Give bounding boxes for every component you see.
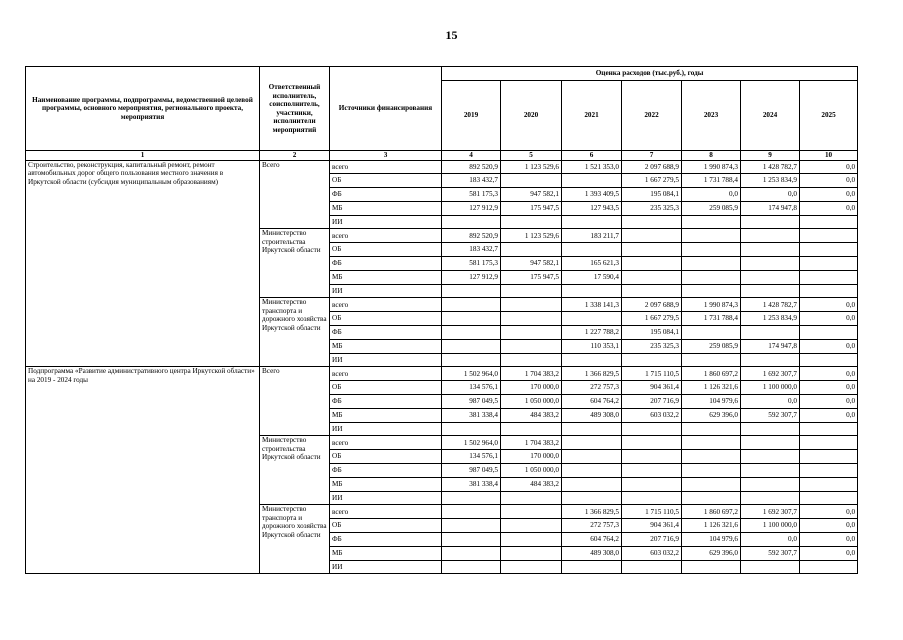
amount-cell: 0,0 — [800, 395, 858, 409]
funding-source-cell: всего — [330, 298, 442, 312]
header-estimate: Оценка расходов (тыс.руб.), годы — [442, 67, 858, 81]
funding-source-cell: ФБ — [330, 533, 442, 547]
responsible-cell: Министерство строительства Иркутской области — [260, 436, 330, 505]
column-index: 10 — [800, 151, 858, 161]
funding-source-cell: ФБ — [330, 188, 442, 202]
amount-cell — [682, 215, 741, 229]
amount-cell: 0,0 — [741, 395, 800, 409]
amount-cell: 195 084,1 — [622, 326, 682, 340]
amount-cell — [800, 436, 858, 450]
amount-cell: 0,0 — [800, 339, 858, 353]
amount-cell: 174 947,8 — [741, 201, 800, 215]
funding-source-cell: ИИ — [330, 422, 442, 436]
column-index: 1 — [26, 151, 260, 161]
header-year: 2025 — [800, 81, 858, 151]
amount-cell — [501, 326, 562, 340]
amount-cell: 1 366 829,5 — [562, 367, 622, 381]
amount-cell: 987 049,5 — [442, 464, 501, 478]
column-index: 7 — [622, 151, 682, 161]
amount-cell — [562, 436, 622, 450]
amount-cell — [741, 477, 800, 491]
amount-cell: 904 361,4 — [622, 381, 682, 395]
amount-cell — [442, 422, 501, 436]
table-row — [26, 160, 858, 174]
amount-cell: 207 716,9 — [622, 533, 682, 547]
amount-cell — [562, 243, 622, 257]
amount-cell — [682, 229, 741, 243]
amount-cell: 892 520,9 — [442, 160, 501, 174]
amount-cell: 592 307,7 — [741, 408, 800, 422]
amount-cell: 629 396,0 — [682, 408, 741, 422]
amount-cell: 592 307,7 — [741, 546, 800, 560]
amount-cell — [442, 491, 501, 505]
amount-cell — [501, 519, 562, 533]
amount-cell: 0,0 — [800, 201, 858, 215]
amount-cell — [741, 422, 800, 436]
amount-cell: 0,0 — [741, 188, 800, 202]
responsible-cell: Всего — [260, 160, 330, 229]
amount-cell — [741, 243, 800, 257]
amount-cell: 1 502 964,0 — [442, 436, 501, 450]
amount-cell — [501, 174, 562, 188]
amount-cell: 1 715 110,5 — [622, 367, 682, 381]
amount-cell — [682, 491, 741, 505]
amount-cell: 0,0 — [800, 174, 858, 188]
amount-cell — [682, 422, 741, 436]
amount-cell: 603 032,2 — [622, 546, 682, 560]
amount-cell — [800, 270, 858, 284]
amount-cell — [562, 312, 622, 326]
amount-cell: 259 085,9 — [682, 201, 741, 215]
funding-source-cell: ФБ — [330, 464, 442, 478]
amount-cell: 1 428 782,7 — [741, 160, 800, 174]
amount-cell: 134 576,1 — [442, 381, 501, 395]
amount-cell — [501, 505, 562, 519]
amount-cell: 272 757,3 — [562, 519, 622, 533]
funding-source-cell: ИИ — [330, 353, 442, 367]
amount-cell: 1 990 874,3 — [682, 160, 741, 174]
amount-cell: 0,0 — [800, 188, 858, 202]
amount-cell: 581 175,3 — [442, 257, 501, 271]
funding-source-cell: МБ — [330, 408, 442, 422]
amount-cell: 1 521 353,0 — [562, 160, 622, 174]
responsible-cell: Министерство транспорта и дорожного хозяйства Иркутской области — [260, 505, 330, 574]
amount-cell — [682, 326, 741, 340]
amount-cell — [501, 422, 562, 436]
amount-cell: 1 126 321,6 — [682, 381, 741, 395]
amount-cell — [442, 353, 501, 367]
amount-cell — [741, 284, 800, 298]
amount-cell — [800, 422, 858, 436]
amount-cell — [800, 560, 858, 574]
amount-cell — [562, 491, 622, 505]
amount-cell: 1 253 834,9 — [741, 312, 800, 326]
amount-cell: 1 692 307,7 — [741, 367, 800, 381]
amount-cell — [800, 229, 858, 243]
amount-cell: 134 576,1 — [442, 450, 501, 464]
amount-cell — [562, 284, 622, 298]
expenditure-table — [25, 66, 858, 574]
amount-cell — [442, 284, 501, 298]
amount-cell: 1 704 383,2 — [501, 367, 562, 381]
amount-cell: 987 049,5 — [442, 395, 501, 409]
header-year: 2022 — [622, 81, 682, 151]
amount-cell — [622, 422, 682, 436]
amount-cell — [682, 464, 741, 478]
column-index: 9 — [741, 151, 800, 161]
amount-cell — [442, 505, 501, 519]
column-index: 2 — [260, 151, 330, 161]
amount-cell: 1 100 000,0 — [741, 381, 800, 395]
amount-cell: 0,0 — [800, 367, 858, 381]
amount-cell — [741, 229, 800, 243]
funding-source-cell: ИИ — [330, 284, 442, 298]
header-year: 2024 — [741, 81, 800, 151]
amount-cell — [682, 257, 741, 271]
amount-cell — [682, 353, 741, 367]
funding-source-cell: ФБ — [330, 257, 442, 271]
amount-cell: 947 582,1 — [501, 257, 562, 271]
amount-cell: 2 097 688,9 — [622, 160, 682, 174]
table-header — [26, 67, 858, 161]
amount-cell: 195 084,1 — [622, 188, 682, 202]
amount-cell — [442, 215, 501, 229]
funding-source-cell: МБ — [330, 270, 442, 284]
amount-cell — [501, 243, 562, 257]
amount-cell — [741, 491, 800, 505]
amount-cell — [622, 215, 682, 229]
amount-cell: 0,0 — [800, 533, 858, 547]
amount-cell — [800, 464, 858, 478]
header-responsible: Ответственный исполнитель, соисполнитель, участники, исполнители мероприятий — [260, 67, 330, 151]
funding-source-cell: ОБ — [330, 450, 442, 464]
amount-cell — [501, 298, 562, 312]
amount-cell — [682, 560, 741, 574]
amount-cell — [442, 533, 501, 547]
amount-cell: 947 582,1 — [501, 188, 562, 202]
amount-cell: 604 764,2 — [562, 395, 622, 409]
amount-cell: 110 353,1 — [562, 339, 622, 353]
header-year: 2023 — [682, 81, 741, 151]
amount-cell: 1 731 788,4 — [682, 174, 741, 188]
funding-source-cell: ОБ — [330, 243, 442, 257]
funding-source-cell: ОБ — [330, 519, 442, 533]
amount-cell: 183 211,7 — [562, 229, 622, 243]
amount-cell: 1 126 321,6 — [682, 519, 741, 533]
funding-source-cell: всего — [330, 160, 442, 174]
amount-cell: 1 338 141,3 — [562, 298, 622, 312]
amount-cell — [442, 339, 501, 353]
funding-source-cell: ИИ — [330, 215, 442, 229]
amount-cell: 0,0 — [800, 298, 858, 312]
amount-cell: 0,0 — [800, 408, 858, 422]
amount-cell — [741, 215, 800, 229]
amount-cell: 170 000,0 — [501, 450, 562, 464]
amount-cell — [501, 560, 562, 574]
amount-cell: 1 667 279,5 — [622, 174, 682, 188]
amount-cell: 629 396,0 — [682, 546, 741, 560]
amount-cell — [741, 257, 800, 271]
amount-cell — [562, 174, 622, 188]
amount-cell: 170 000,0 — [501, 381, 562, 395]
amount-cell: 0,0 — [741, 533, 800, 547]
amount-cell: 17 590,4 — [562, 270, 622, 284]
amount-cell — [741, 353, 800, 367]
amount-cell: 0,0 — [800, 546, 858, 560]
amount-cell — [682, 477, 741, 491]
amount-cell: 1 502 964,0 — [442, 367, 501, 381]
amount-cell: 1 428 782,7 — [741, 298, 800, 312]
funding-source-cell: всего — [330, 436, 442, 450]
amount-cell: 165 621,3 — [562, 257, 622, 271]
amount-cell: 1 050 000,0 — [501, 395, 562, 409]
amount-cell — [682, 243, 741, 257]
amount-cell: 207 716,9 — [622, 395, 682, 409]
amount-cell — [622, 243, 682, 257]
column-index: 4 — [442, 151, 501, 161]
amount-cell — [442, 560, 501, 574]
amount-cell — [622, 450, 682, 464]
header-name: Наименование программы, подпрограммы, ведомственной целевой программы, основного мероприятия, регионального проекта, мероприятия — [26, 67, 260, 151]
amount-cell — [501, 353, 562, 367]
amount-cell: 1 123 529,6 — [501, 229, 562, 243]
amount-cell: 0,0 — [800, 519, 858, 533]
amount-cell: 1 393 409,5 — [562, 188, 622, 202]
amount-cell — [501, 546, 562, 560]
funding-source-cell: ИИ — [330, 491, 442, 505]
amount-cell — [682, 450, 741, 464]
funding-source-cell: ОБ — [330, 381, 442, 395]
amount-cell — [682, 436, 741, 450]
amount-cell: 0,0 — [800, 381, 858, 395]
amount-cell: 1 860 697,2 — [682, 505, 741, 519]
amount-cell: 381 338,4 — [442, 408, 501, 422]
amount-cell: 272 757,3 — [562, 381, 622, 395]
funding-source-cell: ФБ — [330, 395, 442, 409]
amount-cell: 175 947,5 — [501, 270, 562, 284]
amount-cell: 1 100 000,0 — [741, 519, 800, 533]
amount-cell — [741, 436, 800, 450]
amount-cell: 127 912,9 — [442, 270, 501, 284]
amount-cell — [562, 464, 622, 478]
amount-cell — [622, 491, 682, 505]
amount-cell — [622, 436, 682, 450]
amount-cell: 104 979,6 — [682, 395, 741, 409]
column-index: 5 — [501, 151, 562, 161]
amount-cell — [682, 284, 741, 298]
amount-cell: 489 308,0 — [562, 408, 622, 422]
amount-cell: 484 383,2 — [501, 408, 562, 422]
amount-cell — [682, 270, 741, 284]
amount-cell: 127 912,9 — [442, 201, 501, 215]
amount-cell — [622, 353, 682, 367]
amount-cell — [501, 339, 562, 353]
amount-cell — [622, 257, 682, 271]
amount-cell: 175 947,5 — [501, 201, 562, 215]
funding-source-cell: МБ — [330, 339, 442, 353]
amount-cell — [562, 353, 622, 367]
funding-source-cell: ОБ — [330, 174, 442, 188]
amount-cell — [741, 450, 800, 464]
amount-cell — [800, 326, 858, 340]
amount-cell: 892 520,9 — [442, 229, 501, 243]
amount-cell: 259 085,9 — [682, 339, 741, 353]
amount-cell: 603 032,2 — [622, 408, 682, 422]
amount-cell: 0,0 — [682, 188, 741, 202]
amount-cell — [800, 257, 858, 271]
funding-source-cell: ИИ — [330, 560, 442, 574]
amount-cell — [622, 229, 682, 243]
responsible-cell: Министерство транспорта и дорожного хозяйства Иркутской области — [260, 298, 330, 367]
amount-cell — [622, 284, 682, 298]
amount-cell: 1 366 829,5 — [562, 505, 622, 519]
table-body — [26, 160, 858, 574]
amount-cell: 235 325,3 — [622, 201, 682, 215]
responsible-cell: Всего — [260, 367, 330, 436]
header-year: 2019 — [442, 81, 501, 151]
amount-cell: 183 432,7 — [442, 174, 501, 188]
amount-cell: 604 764,2 — [562, 533, 622, 547]
amount-cell — [622, 477, 682, 491]
amount-cell — [501, 284, 562, 298]
responsible-cell: Министерство строительства Иркутской области — [260, 229, 330, 298]
column-index: 3 — [330, 151, 442, 161]
amount-cell — [800, 450, 858, 464]
funding-source-cell: всего — [330, 367, 442, 381]
amount-cell: 104 979,6 — [682, 533, 741, 547]
amount-cell — [800, 353, 858, 367]
amount-cell — [741, 464, 800, 478]
amount-cell — [622, 560, 682, 574]
amount-cell — [800, 491, 858, 505]
measure-name-cell: Строительство, реконструкция, капитальный ремонт, ремонт автомобильных дорог общего пользования местного значения в Иркутской области (субсидия муниципальным образованиям) — [26, 160, 260, 367]
amount-cell: 381 338,4 — [442, 477, 501, 491]
amount-cell: 484 383,2 — [501, 477, 562, 491]
amount-cell — [800, 243, 858, 257]
amount-cell: 1 123 529,6 — [501, 160, 562, 174]
header-year: 2021 — [562, 81, 622, 151]
funding-source-cell: МБ — [330, 546, 442, 560]
amount-cell — [501, 491, 562, 505]
amount-cell — [800, 215, 858, 229]
amount-cell: 1 860 697,2 — [682, 367, 741, 381]
table-row — [26, 367, 858, 381]
amount-cell — [442, 546, 501, 560]
amount-cell — [442, 312, 501, 326]
page-number: 15 — [445, 28, 458, 42]
amount-cell — [741, 270, 800, 284]
funding-source-cell: МБ — [330, 201, 442, 215]
amount-cell: 1 692 307,7 — [741, 505, 800, 519]
funding-source-cell: всего — [330, 229, 442, 243]
header-sources: Источники финансирования — [330, 67, 442, 151]
amount-cell — [622, 464, 682, 478]
amount-cell — [562, 477, 622, 491]
funding-source-cell: ОБ — [330, 312, 442, 326]
funding-source-cell: всего — [330, 505, 442, 519]
amount-cell: 174 947,8 — [741, 339, 800, 353]
amount-cell — [442, 298, 501, 312]
amount-cell: 235 325,3 — [622, 339, 682, 353]
header-year: 2020 — [501, 81, 562, 151]
amount-cell — [442, 326, 501, 340]
funding-source-cell: МБ — [330, 477, 442, 491]
amount-cell — [622, 270, 682, 284]
amount-cell: 1 050 000,0 — [501, 464, 562, 478]
amount-cell: 2 097 688,9 — [622, 298, 682, 312]
amount-cell — [501, 312, 562, 326]
amount-cell: 581 175,3 — [442, 188, 501, 202]
amount-cell: 1 667 279,5 — [622, 312, 682, 326]
measure-name-cell: Подпрограмма «Развитие административного центра Иркутской области» на 2019 - 2024 годы — [26, 367, 260, 574]
funding-source-cell: ФБ — [330, 326, 442, 340]
amount-cell — [442, 519, 501, 533]
amount-cell — [501, 215, 562, 229]
amount-cell: 489 308,0 — [562, 546, 622, 560]
amount-cell — [501, 533, 562, 547]
amount-cell: 183 432,7 — [442, 243, 501, 257]
amount-cell — [800, 284, 858, 298]
amount-cell: 1 731 788,4 — [682, 312, 741, 326]
amount-cell: 904 361,4 — [622, 519, 682, 533]
amount-cell — [741, 326, 800, 340]
amount-cell — [741, 560, 800, 574]
amount-cell: 1 715 110,5 — [622, 505, 682, 519]
amount-cell: 1 253 834,9 — [741, 174, 800, 188]
amount-cell: 0,0 — [800, 160, 858, 174]
column-index: 6 — [562, 151, 622, 161]
amount-cell — [562, 560, 622, 574]
amount-cell: 1 227 788,2 — [562, 326, 622, 340]
amount-cell — [562, 450, 622, 464]
amount-cell — [562, 422, 622, 436]
amount-cell — [800, 477, 858, 491]
amount-cell: 0,0 — [800, 312, 858, 326]
amount-cell — [562, 215, 622, 229]
amount-cell: 0,0 — [800, 505, 858, 519]
amount-cell: 1 990 874,3 — [682, 298, 741, 312]
amount-cell: 1 704 383,2 — [501, 436, 562, 450]
amount-cell: 127 943,5 — [562, 201, 622, 215]
column-index: 8 — [682, 151, 741, 161]
